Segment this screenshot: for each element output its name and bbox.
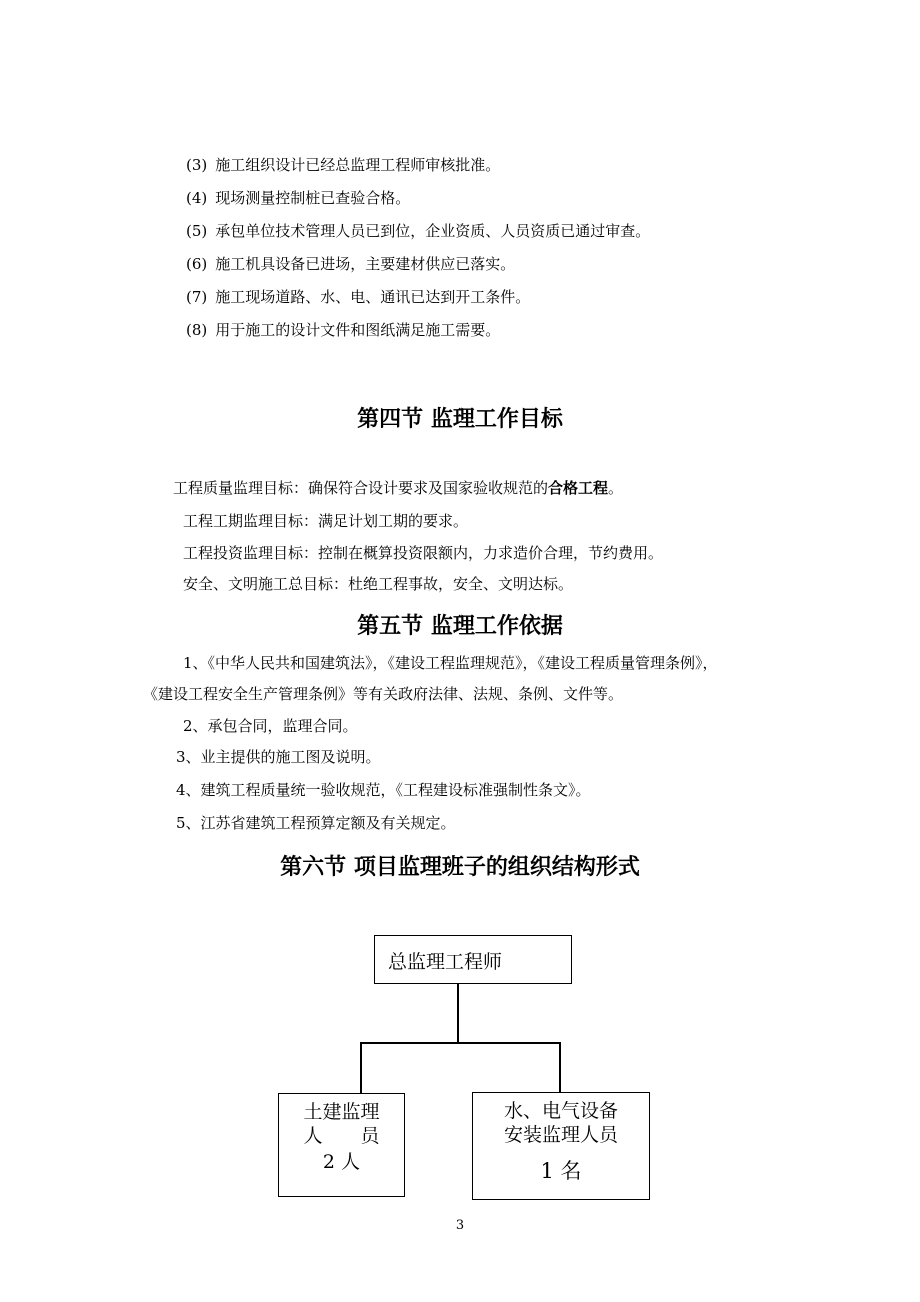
org-civil-count: 2 人 <box>322 1151 361 1173</box>
org-connector-right <box>559 1042 561 1092</box>
org-mep-count: 1 名 <box>540 1159 582 1183</box>
quality-goal-prefix: 工程质量监理目标：确保符合设计要求及国家验收规范的 <box>173 479 549 497</box>
condition-8 <box>186 320 500 340</box>
condition-number: (7) <box>186 288 208 306</box>
org-box-civil <box>278 1093 405 1197</box>
section-4-heading: 第四节 监理工作目标 <box>357 407 563 432</box>
org-connector-horizontal <box>360 1042 560 1044</box>
section-6-heading: 第六节 项目监理班子的组织结构形式 <box>280 855 640 880</box>
condition-text: 现场测量控制桩已查验合格。 <box>215 189 411 207</box>
basis-item-1-line2: 《建设工程安全生产管理条例》等有关政府法律、法规、条例、文件等。 <box>143 685 624 703</box>
investment-goal: 工程投资监理目标：控制在概算投资限额内，力求造价合理，节约费用。 <box>183 544 664 562</box>
condition-5 <box>186 221 650 241</box>
section-5-heading: 第五节 监理工作依据 <box>357 614 563 639</box>
basis-item-2: 2、承包合同，监理合同。 <box>183 717 358 735</box>
quality-goal-bold: 合格工程 <box>548 479 609 497</box>
org-civil-line2: 人 员 <box>303 1125 380 1147</box>
schedule-goal: 工程工期监理目标：满足计划工期的要求。 <box>183 512 469 530</box>
condition-4 <box>186 188 410 208</box>
basis-item-4: 4、建筑工程质量统一验收规范，《工程建设标准强制性条文》。 <box>176 781 591 799</box>
org-chief-label: 总监理工程师 <box>388 951 503 973</box>
basis-item-3: 3、业主提供的施工图及说明。 <box>176 748 381 766</box>
condition-number: (5) <box>186 222 208 240</box>
org-mep-line2: 安装监理人员 <box>503 1124 618 1146</box>
condition-text: 施工组织设计已经总监理工程师审核批准。 <box>215 156 501 174</box>
condition-7 <box>186 287 530 307</box>
condition-text: 用于施工的设计文件和图纸满足施工需要。 <box>215 321 501 339</box>
condition-3 <box>186 155 500 175</box>
basis-item-5: 5、江苏省建筑工程预算定额及有关规定。 <box>176 814 456 832</box>
org-civil-line1: 土建监理 <box>303 1101 380 1123</box>
quality-goal <box>173 478 623 498</box>
org-connector-vertical <box>457 984 459 1042</box>
condition-number: (4) <box>186 189 208 207</box>
condition-text: 承包单位技术管理人员已到位，企业资质、人员资质已通过审查。 <box>215 222 651 240</box>
condition-number: (3) <box>186 156 208 174</box>
basis-item-1-line1: 1、《中华人民共和国建筑法》，《建设工程监理规范》，《建设工程质量管理条例》， <box>183 654 718 672</box>
quality-goal-suffix: 。 <box>608 479 624 497</box>
page-number: 3 <box>455 1218 465 1233</box>
org-connector-left <box>360 1042 362 1093</box>
condition-text: 施工机具设备已进场，主要建材供应已落实。 <box>215 255 516 273</box>
safety-goal: 安全、文明施工总目标：杜绝工程事故，安全、文明达标。 <box>183 575 574 593</box>
condition-number: (8) <box>186 321 208 339</box>
condition-number: (6) <box>186 255 208 273</box>
condition-6 <box>186 254 515 274</box>
org-mep-line1: 水、电气设备 <box>503 1100 618 1122</box>
org-box-mep <box>472 1092 650 1200</box>
org-box-chief <box>374 935 572 984</box>
condition-text: 施工现场道路、水、电、通讯已达到开工条件。 <box>215 288 531 306</box>
